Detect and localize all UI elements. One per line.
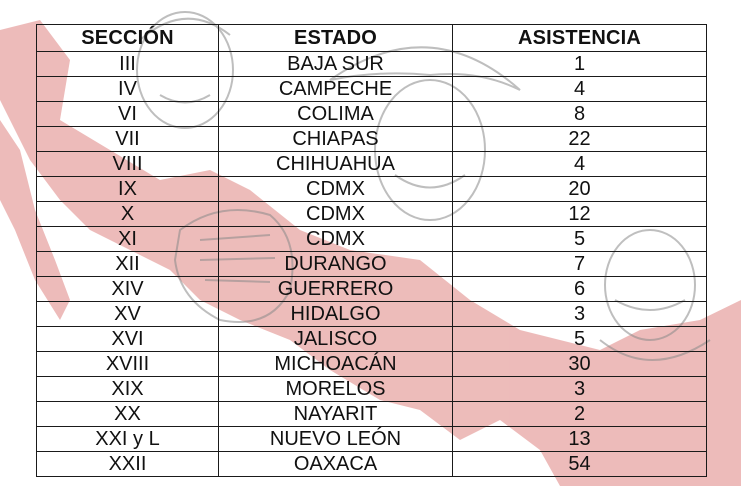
cell-seccion: XVIII <box>37 352 219 377</box>
table-body <box>37 52 707 477</box>
cell-asistencia: 3 <box>453 302 707 327</box>
cell-seccion: XI <box>37 227 219 252</box>
cell-seccion: XIV <box>37 277 219 302</box>
table-row <box>37 352 707 377</box>
cell-asistencia: 7 <box>453 252 707 277</box>
cell-seccion: XV <box>37 302 219 327</box>
cell-asistencia: 12 <box>453 202 707 227</box>
table-row <box>37 427 707 452</box>
cell-estado: CDMX <box>219 227 453 252</box>
table-row <box>37 402 707 427</box>
cell-seccion: X <box>37 202 219 227</box>
table-row <box>37 77 707 102</box>
cell-asistencia: 5 <box>453 227 707 252</box>
table-row <box>37 277 707 302</box>
cell-estado: OAXACA <box>219 452 453 477</box>
cell-asistencia: 4 <box>453 152 707 177</box>
cell-seccion: VI <box>37 102 219 127</box>
cell-estado: DURANGO <box>219 252 453 277</box>
cell-estado: MORELOS <box>219 377 453 402</box>
cell-seccion: III <box>37 52 219 77</box>
cell-estado: COLIMA <box>219 102 453 127</box>
cell-estado: MICHOACÁN <box>219 352 453 377</box>
cell-estado: BAJA SUR <box>219 52 453 77</box>
cell-asistencia: 54 <box>453 452 707 477</box>
header-estado: ESTADO <box>219 25 453 52</box>
cell-estado: GUERRERO <box>219 277 453 302</box>
cell-estado: NAYARIT <box>219 402 453 427</box>
cell-seccion: XVI <box>37 327 219 352</box>
cell-estado: NUEVO LEÓN <box>219 427 453 452</box>
cell-asistencia: 30 <box>453 352 707 377</box>
table-row <box>37 252 707 277</box>
cell-estado: CHIAPAS <box>219 127 453 152</box>
cell-asistencia: 20 <box>453 177 707 202</box>
cell-estado: CHIHUAHUA <box>219 152 453 177</box>
attendance-table <box>36 24 707 477</box>
table-row <box>37 202 707 227</box>
attendance-table-container <box>36 24 706 477</box>
cell-estado: CDMX <box>219 177 453 202</box>
cell-asistencia: 22 <box>453 127 707 152</box>
cell-seccion: XXII <box>37 452 219 477</box>
table-header-row <box>37 25 707 52</box>
cell-seccion: IV <box>37 77 219 102</box>
cell-estado: HIDALGO <box>219 302 453 327</box>
table-row <box>37 377 707 402</box>
cell-seccion: VII <box>37 127 219 152</box>
cell-seccion: XIX <box>37 377 219 402</box>
table-row <box>37 302 707 327</box>
table-row <box>37 227 707 252</box>
cell-seccion: XX <box>37 402 219 427</box>
cell-asistencia: 13 <box>453 427 707 452</box>
table-row <box>37 127 707 152</box>
cell-estado: CDMX <box>219 202 453 227</box>
cell-estado: CAMPECHE <box>219 77 453 102</box>
cell-seccion: XII <box>37 252 219 277</box>
header-seccion: SECCIÓN <box>37 25 219 52</box>
header-asistencia: ASISTENCIA <box>453 25 707 52</box>
cell-asistencia: 4 <box>453 77 707 102</box>
table-row <box>37 452 707 477</box>
cell-seccion: VIII <box>37 152 219 177</box>
cell-estado: JALISCO <box>219 327 453 352</box>
cell-asistencia: 6 <box>453 277 707 302</box>
table-row <box>37 102 707 127</box>
cell-asistencia: 8 <box>453 102 707 127</box>
table-row <box>37 152 707 177</box>
cell-asistencia: 3 <box>453 377 707 402</box>
table-row <box>37 177 707 202</box>
table-row <box>37 52 707 77</box>
cell-seccion: XXI y L <box>37 427 219 452</box>
cell-asistencia: 1 <box>453 52 707 77</box>
cell-asistencia: 5 <box>453 327 707 352</box>
cell-seccion: IX <box>37 177 219 202</box>
table-row <box>37 327 707 352</box>
cell-asistencia: 2 <box>453 402 707 427</box>
